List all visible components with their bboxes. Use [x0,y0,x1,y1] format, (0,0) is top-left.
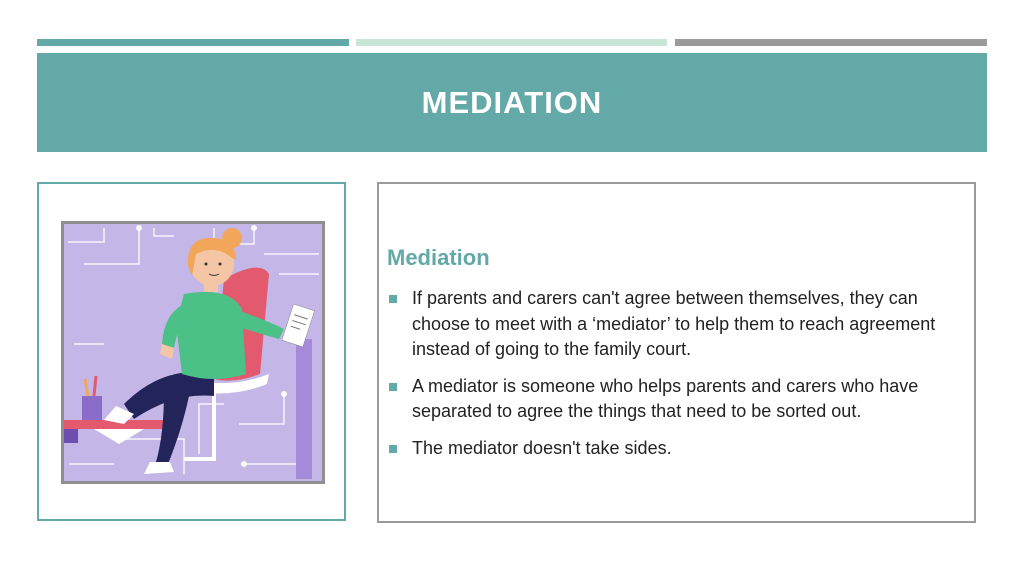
bullet-text: A mediator is someone who helps parents and carers who have separated to agree the things that need to be sorted out. [412,375,919,421]
bullet-text: If parents and carers can't agree between themselves, they can choose to meet with a ‘mediator’ to help them to reach agreement instead of going to the family court. [412,288,936,359]
person-in-chair-illustration [61,221,325,484]
bullet-text: The mediator doesn't take sides. [412,437,672,458]
square-bullet-icon [389,383,397,391]
list-item [387,374,972,425]
square-bullet-icon [389,445,397,453]
list-item [387,436,972,462]
square-bullet-icon [389,295,397,303]
header-bar-mint [356,39,667,46]
header-bar-grey [675,39,987,46]
list-item [387,286,972,363]
title-banner [37,53,987,152]
bullet-list [387,286,972,472]
slide-title: MEDIATION [421,84,603,120]
header-bar-teal [37,39,349,46]
content-heading: Mediation [387,245,490,270]
